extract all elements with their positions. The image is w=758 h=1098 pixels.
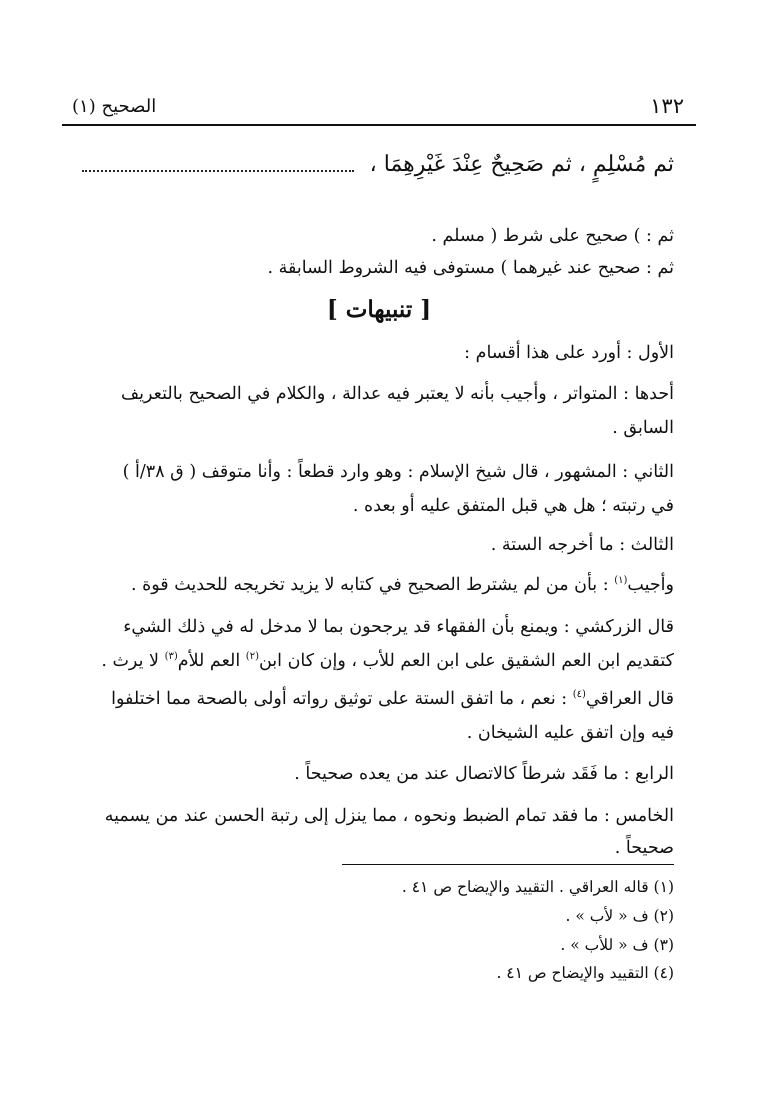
commentary-line: ثم : صحيح عند غيرهما ) مستوفى فيه الشروط السابقة . [267,258,674,278]
footnote-marker: (٢) [245,651,259,663]
page-header [62,90,696,122]
paragraph-line [101,651,674,671]
footnote: (٤) التقييد والإيضاح ص ٤١ . [496,964,674,982]
paragraph-line: الرابع : ما فَقَد شرطاً كالاتصال عند من يعده صحيحاً . [294,764,674,784]
footnote: (٣) ف « للأب » . [560,936,674,954]
footnote-separator [342,864,674,865]
footnote-marker: (٤) [572,689,586,701]
paragraph-line: قال الزركشي : ويمنع بأن الفقهاء قد يرجحون بما لا مدخل له في ذلك الشيء [123,617,674,637]
paragraph-line: صحيحاً . [614,838,674,858]
footnote: (٢) ف « لأب » . [565,907,674,925]
header-rule [62,124,696,126]
line-text: وأجيب [627,575,674,595]
paragraph-line: الخامس : ما فقد تمام الضبط ونحوه ، مما ينزل إلى رتبة الحسن عند من يسميه [104,806,674,826]
footnote: (١) قاله العراقي . التقييد والإيضاح ص ٤١ . [401,878,674,896]
footnote-marker: (١) [614,575,628,587]
paragraph-line: الثالث : ما أخرجه الستة . [490,535,674,555]
matn-verse: ثم مُسْلِمٍ ، ثم صَحِيحٌ عِنْدَ غَيْرِهِمَا ، [369,152,674,177]
line-text: : بأن من لم يشترط الصحيح في كتابه لا يزيد تخريجه للحديث قوة . [130,575,615,595]
paragraph-line: في رتبته ؛ هل هي قبل المتفق عليه أو بعده . [352,496,674,516]
line-text: العم للأم [177,651,246,671]
paragraph-line: أحدها : المتواتر ، وأجيب بأنه لا يعتبر فيه عدالة ، والكلام في الصحيح بالتعريف [121,384,674,404]
paragraph-line: السابق . [612,418,674,438]
paragraph-line: الثاني : المشهور ، قال شيخ الإسلام : وهو وارد قطعاً : وأنا متوقف ( ق ٣٨/أ ) [122,462,674,482]
footnote-marker: (٣) [164,651,178,663]
line-text: : نعم ، ما اتفق الستة على توثيق رواته أولى بالصحة مما اختلفوا [111,689,573,709]
line-text: كتقديم ابن العم الشقيق على ابن العم للأب ، وإن كان ابن [258,651,674,671]
page-number: ١٣٢ [650,94,684,118]
matn-dotted-leader [82,170,354,172]
commentary-line: ثم : ) صحيح على شرط ( مسلم . [431,226,674,246]
paragraph-line [111,689,674,709]
line-text: قال العراقي [585,689,674,709]
section-heading: [ تنبيهات ] [326,296,432,323]
running-title: (١) الصحيح [72,96,157,117]
line-text: لا يرث . [101,651,165,671]
paragraph-line [131,575,674,595]
paragraph-line: فيه وإن اتفق عليه الشيخان . [466,723,674,743]
paragraph-line: الأول : أورد على هذا أقسام : [464,343,674,363]
